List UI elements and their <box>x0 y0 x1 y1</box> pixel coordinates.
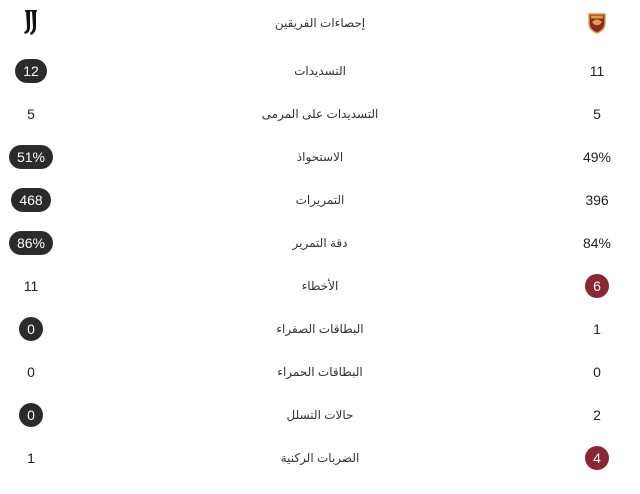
stat-right-value: 1 <box>593 320 601 337</box>
stat-left-value-cell <box>4 92 58 135</box>
stat-row-passes <box>0 178 640 221</box>
stat-left-value: 5 <box>27 105 35 122</box>
juventus-logo-icon <box>22 10 40 36</box>
stat-right-value: 6 <box>585 274 609 298</box>
stat-right-value: 84% <box>582 234 612 251</box>
stat-left-value: 0 <box>19 403 43 427</box>
right-team-logo-cell <box>570 1 624 44</box>
stat-left-value: 86% <box>9 231 53 255</box>
stat-left-value: 0 <box>19 317 43 341</box>
stat-right-value-cell <box>570 264 624 307</box>
stat-left-value: 1 <box>27 449 35 466</box>
stat-right-value-cell <box>570 49 624 92</box>
stats-header-title: إحصاءات الفريقين <box>274 15 366 30</box>
stat-right-value-cell <box>570 436 624 479</box>
stat-right-value-cell <box>570 135 624 178</box>
stat-label: دقة التمرير <box>292 235 348 250</box>
stat-right-value-cell <box>570 178 624 221</box>
stat-label: التسديدات على المرمى <box>261 106 379 121</box>
stat-row-shots <box>0 49 640 92</box>
stat-right-value: 4 <box>585 446 609 470</box>
stat-right-value: 11 <box>589 62 605 79</box>
stat-row-shots-on-target <box>0 92 640 135</box>
stat-right-value-cell <box>570 92 624 135</box>
stat-right-value-cell <box>570 393 624 436</box>
stat-left-value: 468 <box>11 188 50 212</box>
stat-right-value-cell <box>570 221 624 264</box>
stat-right-value-cell <box>570 307 624 350</box>
stat-row-possession <box>0 135 640 178</box>
stat-label: البطاقات الحمراء <box>277 364 363 379</box>
stat-row-offsides <box>0 393 640 436</box>
stat-label: التمريرات <box>295 192 345 207</box>
stat-row-fouls <box>0 264 640 307</box>
stat-left-value-cell <box>4 350 58 393</box>
stat-right-value-cell <box>570 350 624 393</box>
stat-left-value-cell <box>4 393 58 436</box>
stat-label: حالات التسلل <box>286 407 354 422</box>
stat-left-value: 51% <box>9 145 53 169</box>
left-team-logo-cell <box>4 1 58 44</box>
stat-right-value: 2 <box>593 406 601 423</box>
stat-row-red-cards <box>0 350 640 393</box>
stat-label: الاستحواذ <box>296 149 344 164</box>
stat-left-value-cell <box>4 221 58 264</box>
stats-header-row <box>0 1 640 44</box>
stat-right-value: 396 <box>585 191 609 208</box>
stat-right-value: 49% <box>582 148 612 165</box>
stat-left-value-cell <box>4 264 58 307</box>
roma-logo-icon <box>587 12 607 34</box>
stat-left-value: 0 <box>27 363 35 380</box>
stat-label: الأخطاء <box>301 278 339 293</box>
stat-left-value-cell <box>4 436 58 479</box>
stat-row-corners <box>0 436 640 479</box>
stat-left-value: 11 <box>23 277 39 294</box>
stat-right-value: 5 <box>593 105 601 122</box>
stat-left-value-cell <box>4 307 58 350</box>
stat-label: التسديدات <box>294 63 346 78</box>
stat-left-value-cell <box>4 49 58 92</box>
stat-label: الضربات الركنية <box>280 450 360 465</box>
stat-left-value-cell <box>4 135 58 178</box>
stat-row-yellow-cards <box>0 307 640 350</box>
stat-right-value: 0 <box>593 363 601 380</box>
stat-row-pass-accuracy <box>0 221 640 264</box>
stat-left-value-cell <box>4 178 58 221</box>
stat-left-value: 12 <box>15 59 47 83</box>
stat-label: البطاقات الصفراء <box>276 321 364 336</box>
